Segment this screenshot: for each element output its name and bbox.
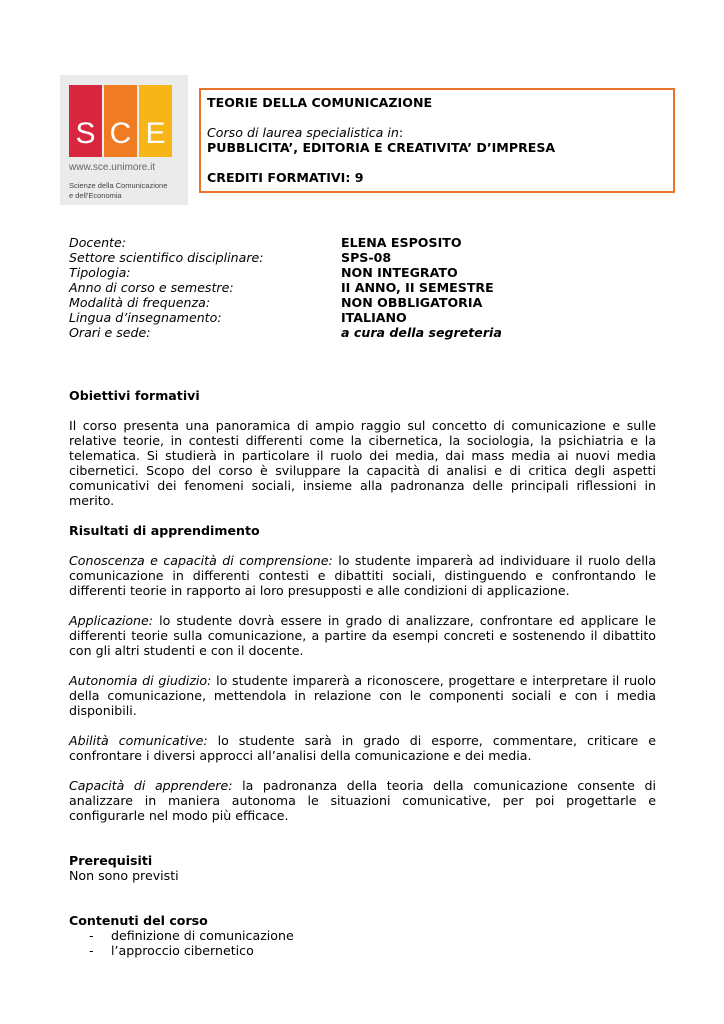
result-item (69, 673, 656, 718)
result-text: lo studente dovrà essere in grado di analizzare, confrontare ed applicare le differenti teorie sulla comunicazione, a partire da esempi concreti e sostenendo il dibattito con gli altri studenti e con il docente. (69, 613, 656, 658)
contents-list (69, 928, 656, 958)
degree-label-line (207, 125, 667, 140)
info-value: ITALIANO (341, 310, 407, 325)
result-text: lo studente imparerà ad individuare il ruolo della comunicazione in differenti contesti e dibattiti sociali, distinguendo e confrontando le differenti teorie in rapporto ai loro presupposti e alle condizioni di applicazione. (69, 553, 656, 598)
result-term: Conoscenza e capacità di comprensione: (69, 553, 333, 568)
list-item-text: definizione di comunicazione (111, 928, 294, 943)
logo-url: www.sce.unimore.it (69, 162, 156, 173)
result-item (69, 613, 656, 658)
info-label: Settore scientifico disciplinare: (69, 250, 264, 265)
logo-subtitle-line1: Scienze della Comunicazione (69, 181, 168, 190)
info-row-frequenza (69, 295, 629, 310)
result-term: Abilità comunicative: (69, 733, 208, 748)
info-row-lingua (69, 310, 629, 325)
list-bullet: - (89, 943, 94, 958)
result-item (69, 733, 656, 763)
course-header-box (199, 88, 675, 193)
info-row-settore (69, 250, 629, 265)
objectives-heading: Obiettivi formativi (69, 388, 200, 403)
logo-letter-c: C (104, 85, 137, 157)
course-info-table (69, 235, 629, 340)
course-title: TEORIE DELLA COMUNICAZIONE (207, 95, 433, 110)
result-item (69, 778, 656, 823)
prerequisites-text: Non sono previsti (69, 868, 179, 883)
list-item-text: l’approccio cibernetico (111, 943, 254, 958)
result-text: la padronanza della teoria della comunicazione consente di analizzare in maniera autonoma le situazioni comunicative, per poi progettarle e configurarle nel modo più efficace. (69, 778, 656, 823)
course-description (69, 388, 656, 958)
list-item (69, 943, 656, 958)
info-label: Modalità di frequenza: (69, 295, 211, 310)
logo-letter-s: S (69, 85, 102, 157)
info-value: II ANNO, II SEMESTRE (341, 280, 494, 295)
result-term: Applicazione: (69, 613, 154, 628)
sce-logo (60, 75, 188, 205)
info-label: Orari e sede: (69, 325, 151, 340)
logo-letter-e: E (139, 85, 172, 157)
info-value: NON OBBLIGATORIA (341, 295, 483, 310)
info-value: a cura della segreteria (341, 325, 502, 340)
objectives-text: Il corso presenta una panoramica di ampio raggio sul concetto di comunicazione e sulle relative teorie, in contesti differenti come la cibernetica, la sociologia, la psichiatria e la telematica. Si studierà in particolare il ruolo dei media, dai mass media ai nuovi media cibernetici. Scopo del corso è sviluppare la capacità di analisi e di critica degli aspetti comunicativi dei fenomeni sociali, insieme alla padronanza delle principali riflessioni in merito. (69, 418, 656, 508)
degree-colon: : (398, 125, 404, 140)
result-term: Autonomia di giudizio: (69, 673, 212, 688)
info-value: NON INTEGRATO (341, 265, 458, 280)
info-label: Lingua d’insegnamento: (69, 310, 222, 325)
info-label: Tipologia: (69, 265, 131, 280)
info-row-docente (69, 235, 629, 250)
prerequisites-heading: Prerequisiti (69, 853, 153, 868)
list-bullet: - (89, 928, 94, 943)
result-item (69, 553, 656, 598)
info-label: Docente: (69, 235, 126, 250)
logo-subtitle (69, 181, 189, 200)
results-heading: Risultati di apprendimento (69, 523, 260, 538)
logo-subtitle-line2: e dell'Economia (69, 190, 122, 200)
info-row-orari (69, 325, 629, 340)
degree-label: Corso di laurea specialistica in (207, 125, 399, 140)
info-value: ELENA ESPOSITO (341, 235, 462, 250)
credits: CREDITI FORMATIVI: 9 (207, 170, 364, 185)
info-value: SPS-08 (341, 250, 392, 265)
degree-name: PUBBLICITA’, EDITORIA E CREATIVITA’ D’IMPRESA (207, 140, 556, 155)
result-text: lo studente sarà in grado di esporre, commentare, criticare e confrontare i diversi approcci all’analisi della comunicazione e dei media. (69, 733, 656, 763)
list-item (69, 928, 656, 943)
result-text: lo studente imparerà a riconoscere, progettare e interpretare il ruolo della comunicazione, mettendola in relazione con le componenti sociali e con i media disponibili. (69, 673, 656, 718)
info-label: Anno di corso e semestre: (69, 280, 234, 295)
info-row-anno (69, 280, 629, 295)
info-row-tipologia (69, 265, 629, 280)
contents-heading: Contenuti del corso (69, 913, 208, 928)
result-term: Capacità di apprendere: (69, 778, 233, 793)
